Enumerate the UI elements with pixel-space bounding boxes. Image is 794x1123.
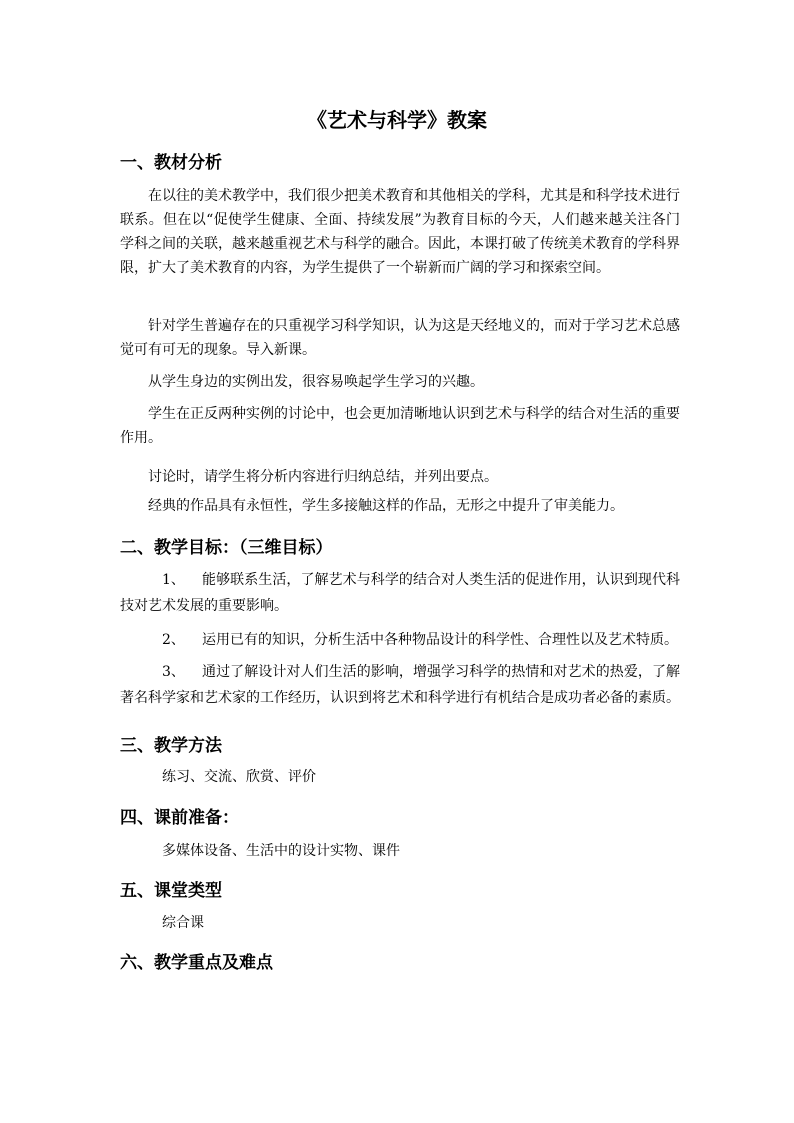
- list-item-number: 1、: [162, 572, 185, 588]
- list-item: [120, 659, 680, 711]
- list-item: [120, 567, 680, 619]
- paragraph: 讨论时，请学生将分析内容进行归纳总结，并列出要点。: [148, 469, 498, 485]
- list-item-text: 运用已有的知识，分析生活中各种物品设计的科学性、合理性以及艺术特质。: [202, 632, 678, 648]
- paragraph: 在以往的美术教学中，我们很少把美术教育和其他相关的学科，尤其是和科学技术进行联系。但在以“促使学生健康、全面、持续发展”为教育目标的今天，人们越来越关注各门学科之间的关联，越来越重视艺术与科学的融合。因此，本课打破了传统美术教育的学科界限，扩大了美术教育的内容，为学生提供了一个崭新而广阔的学习和探索空间。: [120, 188, 680, 276]
- list-item: [120, 627, 680, 653]
- section-heading-materials-analysis: 一、教材分析: [120, 153, 222, 173]
- section-heading-teaching-goals: 二、教学目标：（三维目标）: [120, 538, 333, 558]
- paragraph: 学生在正反两种实例的讨论中，也会更加清晰地认识到艺术与科学的结合对生活的重要作用。: [120, 406, 680, 446]
- list-item-number: 2、: [162, 632, 185, 648]
- paragraph: 针对学生普遍存在的只重视学习科学知识，认为这是天经地义的，而对于学习艺术总感觉可有可无的现象。导入新课。: [120, 318, 680, 358]
- section-heading-preparation: 四、课前准备：: [120, 808, 239, 828]
- paragraph: 从学生身边的实例出发，很容易唤起学生学习的兴趣。: [148, 374, 484, 390]
- section-text: 综合课: [162, 915, 204, 931]
- list-item-text: 能够联系生活，了解艺术与科学的结合对人类生活的促进作用，认识到现代科技对艺术发展的重要影响。: [120, 572, 680, 614]
- document-title: 《艺术与科学》教案: [307, 108, 487, 132]
- list-item-number: 3、: [162, 664, 185, 680]
- list-item-text: 通过了解设计对人们生活的影响，增强学习科学的热情和对艺术的热爱，了解著名科学家和艺术家的工作经历，认识到将艺术和科学进行有机结合是成功者必备的素质。: [120, 664, 680, 706]
- section-heading-class-type: 五、课堂类型: [120, 881, 222, 901]
- section-heading-teaching-methods: 三、教学方法: [120, 736, 222, 756]
- paragraph: 经典的作品具有永恒性，学生多接触这样的作品，无形之中提升了审美能力。: [148, 498, 624, 514]
- section-text: 多媒体设备、生活中的设计实物、课件: [162, 843, 400, 859]
- section-heading-key-points: 六、教学重点及难点: [120, 953, 273, 973]
- section-text: 练习、交流、欣赏、评价: [162, 769, 316, 785]
